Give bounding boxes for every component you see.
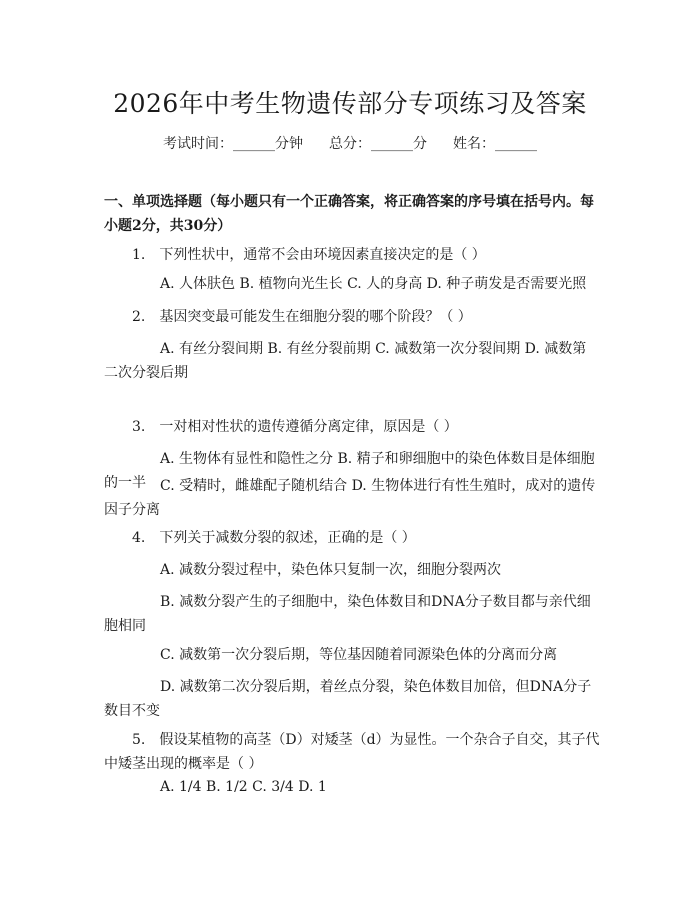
question-options: C. 减数第一次分裂后期，等位基因随着同源染色体的分离而分离 [160, 647, 558, 663]
question-options: C. 受精时，雌雄配子随机结合 D. 生物体进行有性生殖时，成对的遗传因子分离 [104, 478, 596, 518]
total-score-field: 总分：______分 [329, 136, 427, 152]
question-stem: 4. 下列关于减数分裂的叙述，正确的是（ ） [132, 530, 416, 546]
document-title: 2026年中考生物遗传部分专项练习及答案 [113, 89, 587, 118]
question-options: A. 减数分裂过程中，染色体只复制一次，细胞分裂两次 [160, 562, 502, 578]
question-options: D. 减数第二次分裂后期，着丝点分裂，染色体数目加倍，但DNA分子数目不变 [104, 679, 592, 719]
question-options: A. 人体肤色 B. 植物向光生长 C. 人的身高 D. 种子萌发是否需要光照 [160, 276, 587, 292]
name-field: 姓名：______ [453, 136, 537, 152]
question-options: A. 有丝分裂间期 B. 有丝分裂前期 C. 减数第一次分裂间期 D. 减数第二次分裂后期 [104, 341, 587, 381]
exam-info-line [0, 133, 700, 153]
exam-time-field: 考试时间：______分钟 [163, 136, 303, 152]
question-options: B. 减数分裂产生的子细胞中，染色体数目和DNA分子数目都与亲代细胞相同 [104, 594, 591, 634]
question-stem: 2. 基因突变最可能发生在细胞分裂的哪个阶段？（ ） [132, 309, 472, 325]
question-stem: 5. 假设某植物的高茎（D）对矮茎（d）为显性。一个杂合子自交，其子代中矮茎出现的概率是（ ） [104, 732, 600, 772]
question-stem: 3. 一对相对性状的遗传遵循分离定律，原因是（ ） [132, 419, 458, 435]
question-stem: 1. 下列性状中，通常不会由环境因素直接决定的是（ ） [132, 247, 486, 263]
section-heading: 一、单项选择题（每小题只有一个正确答案，将正确答案的序号填在括号内。每小题2分，共30分） [104, 194, 594, 234]
question-options: A. 1/4 B. 1/2 C. 3/4 D. 1 [160, 779, 327, 795]
question-options: A. 生物体有显性和隐性之分 B. 精子和卵细胞中的染色体数目是体细胞的一半 [104, 451, 595, 491]
